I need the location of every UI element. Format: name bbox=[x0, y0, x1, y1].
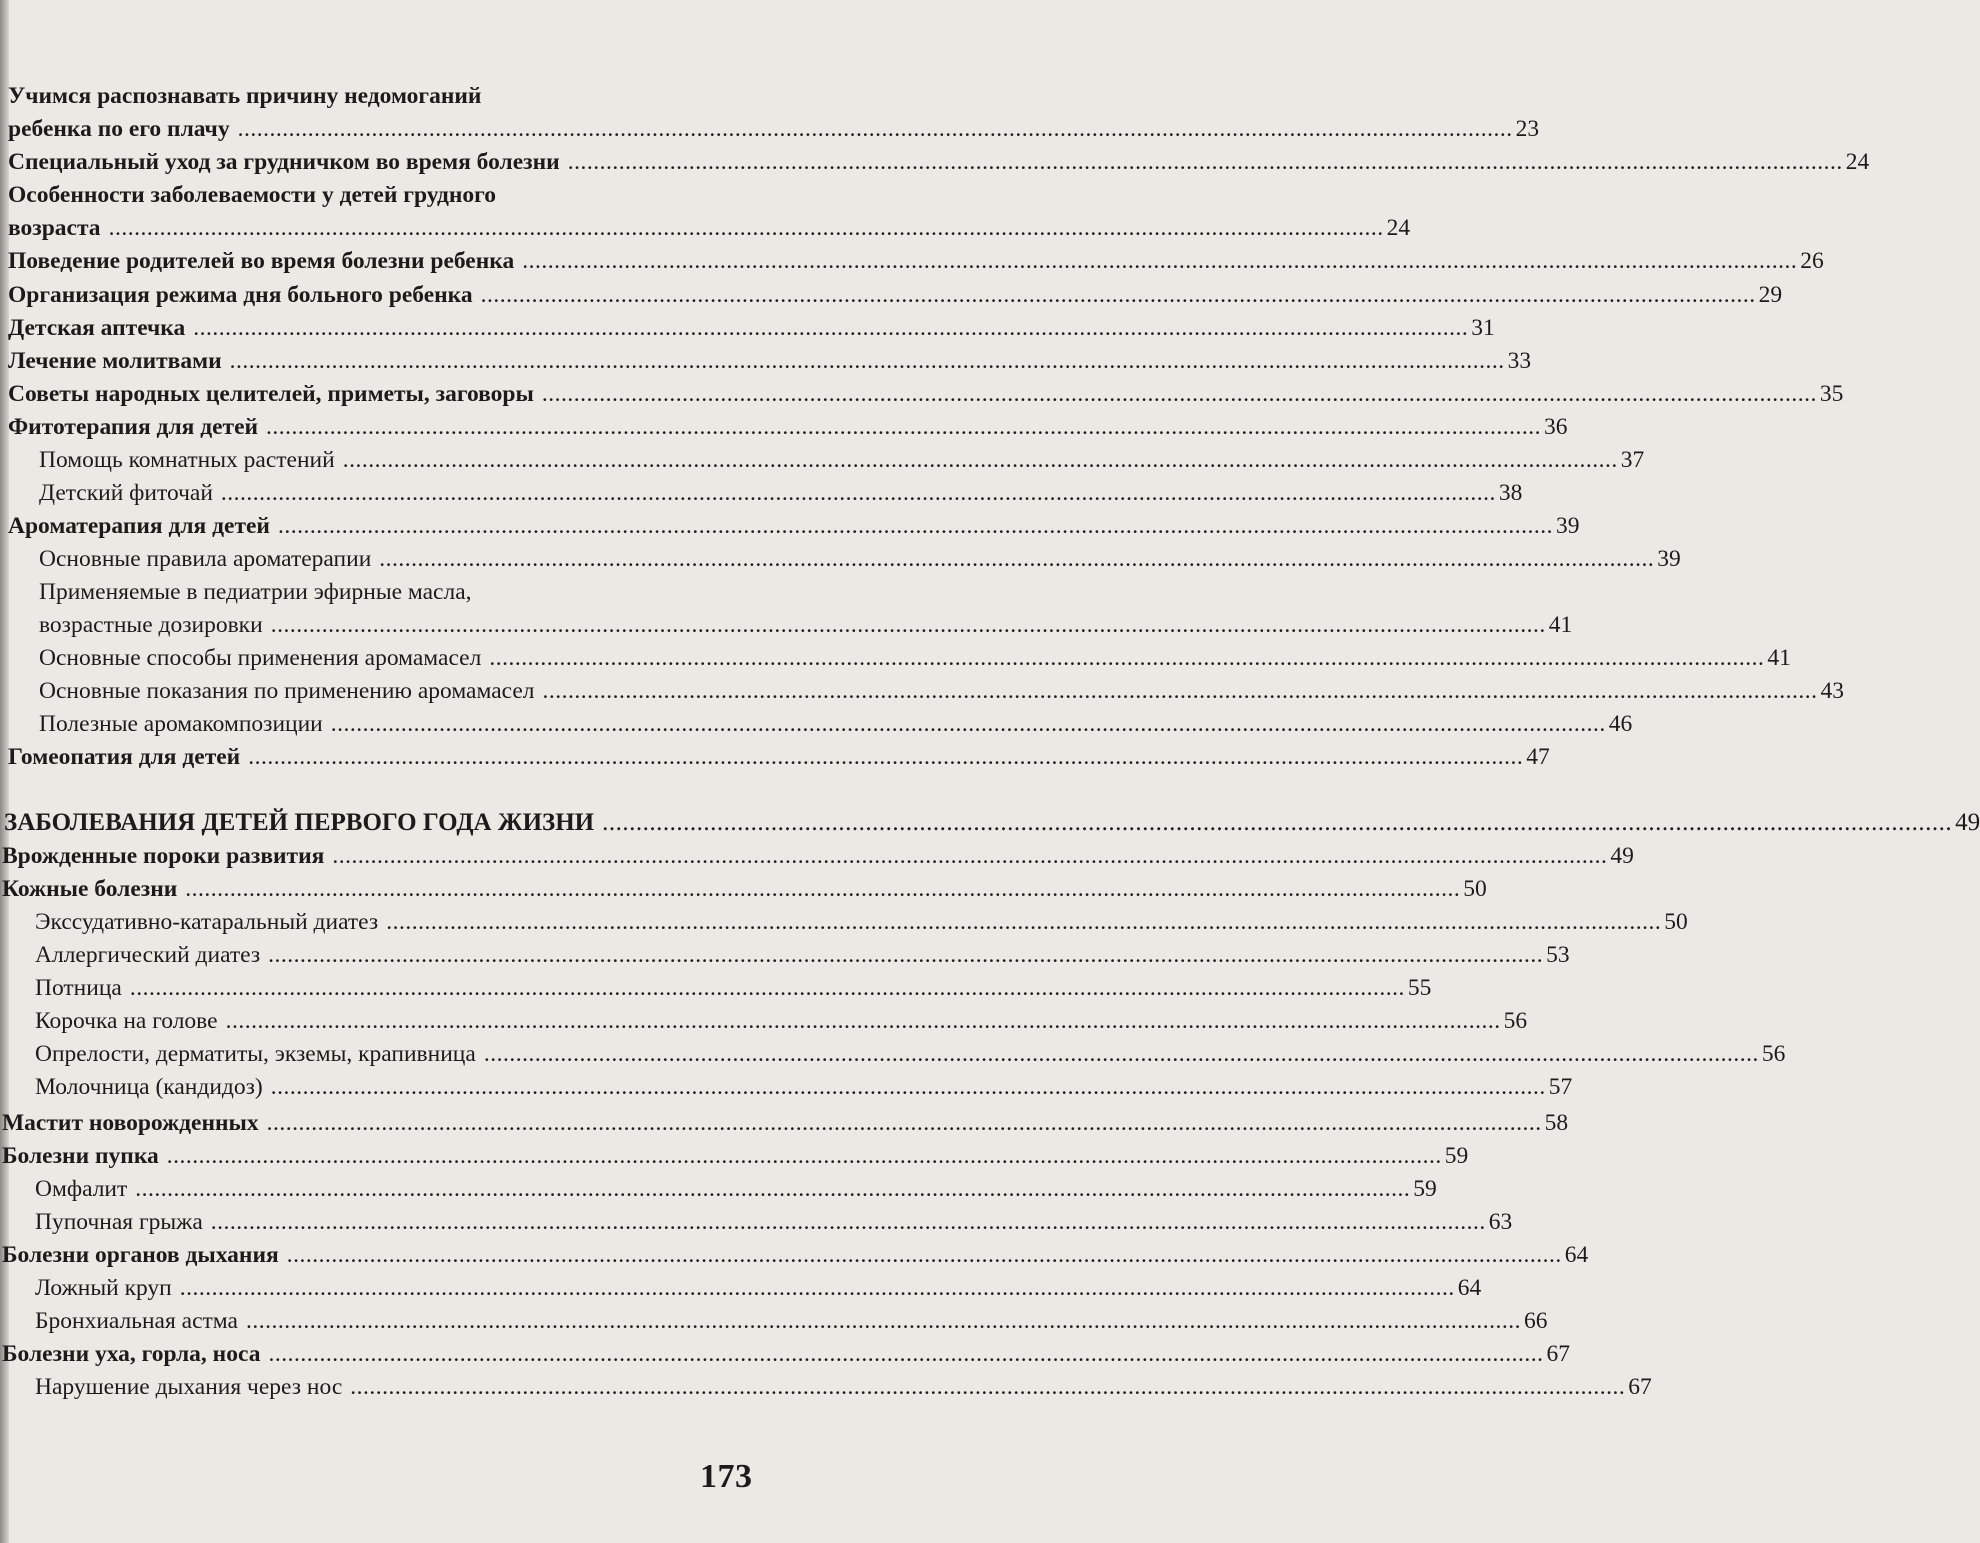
toc-entry-page: 23 bbox=[1515, 116, 1540, 142]
toc-entry-line bbox=[39, 612, 1573, 638]
toc-entry-title: Пупочная грыжа bbox=[35, 1209, 203, 1235]
toc-entry-line bbox=[8, 248, 1824, 274]
toc-entry-line bbox=[35, 1209, 1513, 1235]
toc-entry-page: 37 bbox=[1620, 447, 1645, 473]
toc-entry-title: Организация режима дня больного ребенка bbox=[8, 282, 473, 308]
toc-entry bbox=[35, 1275, 1482, 1301]
toc-entry-line bbox=[8, 182, 768, 208]
dot-leader: ........................................................................................................................................................................................................ bbox=[270, 612, 1546, 638]
toc-entry-page: 39 bbox=[1555, 513, 1580, 539]
toc-entry-line bbox=[8, 744, 1550, 770]
dot-leader: ........................................................................................................................................................................................................ bbox=[342, 447, 1618, 473]
toc-entry-title: Основные правила ароматерапии bbox=[39, 546, 372, 572]
toc-entry-line bbox=[39, 579, 768, 605]
toc-entry-line bbox=[39, 711, 1633, 737]
toc-entry-line bbox=[39, 447, 1645, 473]
toc-entry bbox=[8, 744, 1550, 770]
dot-leader: ........................................................................................................................................................................................................ bbox=[268, 1341, 1544, 1367]
toc-entry-title: Болезни органов дыхания bbox=[2, 1242, 279, 1268]
toc-entry-title: ЗАБОЛЕВАНИЯ ДЕТЕЙ ПЕРВОГО ГОДА ЖИЗНИ bbox=[4, 809, 595, 836]
toc-entry-line bbox=[2, 1110, 1569, 1136]
toc-entry bbox=[2, 1242, 1589, 1268]
toc-entry-title: Бронхиальная астма bbox=[35, 1308, 238, 1334]
toc-entry-title: Детская аптечка bbox=[8, 315, 186, 341]
toc-entry-page: 47 bbox=[1526, 744, 1550, 770]
toc-entry-page: 50 bbox=[1664, 909, 1688, 935]
toc-entry bbox=[8, 282, 1783, 308]
toc-entry-page: 31 bbox=[1471, 315, 1495, 341]
toc-entry-line bbox=[8, 315, 1495, 341]
toc-entry-page: 26 bbox=[1800, 248, 1824, 274]
dot-leader: ........................................................................................................................................................................................................ bbox=[567, 149, 1843, 175]
toc-entry-line bbox=[2, 1143, 1469, 1169]
dot-leader: ........................................................................................................................................................................................................ bbox=[268, 942, 1544, 968]
dot-leader: ........................................................................................................................................................................................................ bbox=[179, 1275, 1455, 1301]
dot-leader: ........................................................................................................................................................................................................ bbox=[166, 1143, 1442, 1169]
dot-leader: ........................................................................................................................................................................................................ bbox=[225, 1008, 1501, 1034]
toc-entry-title: возрастные дозировки bbox=[39, 612, 263, 638]
toc-entry-page: 64 bbox=[1457, 1275, 1482, 1301]
toc-entry-line bbox=[8, 149, 1870, 175]
toc-entry-title: Омфалит bbox=[35, 1176, 128, 1202]
toc-entry bbox=[39, 711, 1633, 737]
toc-entry-title: Особенности заболеваемости у детей грудного bbox=[8, 182, 496, 208]
toc-entry bbox=[39, 546, 1681, 572]
toc-entry-title: Полезные аромакомпозиции bbox=[39, 711, 323, 737]
toc-entry-line bbox=[35, 1041, 1786, 1067]
toc-entry-page: 46 bbox=[1608, 711, 1633, 737]
toc-entry-line bbox=[8, 381, 1844, 407]
dot-leader: ........................................................................................................................................................................................................ bbox=[286, 1242, 1562, 1268]
toc-entry bbox=[35, 1008, 1528, 1034]
dot-leader: ........................................................................................................................................................................................................ bbox=[266, 414, 1542, 440]
toc-entry bbox=[8, 248, 1824, 274]
toc-entry bbox=[4, 809, 1980, 836]
toc-entry-page: 57 bbox=[1548, 1074, 1573, 1100]
toc-entry-title: Советы народных целителей, приметы, заговоры bbox=[8, 381, 534, 407]
toc-entry-title: Лечение молитвами bbox=[8, 348, 222, 374]
dot-leader: ........................................................................................................................................................................................................ bbox=[522, 248, 1798, 274]
dot-leader: ........................................................................................................................................................................................................ bbox=[602, 809, 1953, 836]
toc-entry bbox=[39, 480, 1523, 506]
dot-leader: ........................................................................................................................................................................................................ bbox=[332, 843, 1608, 869]
toc-entry bbox=[8, 348, 1532, 374]
toc-entry bbox=[2, 1143, 1469, 1169]
dot-leader: ........................................................................................................................................................................................................ bbox=[245, 1308, 1521, 1334]
toc-entry-title: Корочка на голове bbox=[35, 1008, 218, 1034]
toc-entry-page: 49 bbox=[1610, 843, 1634, 869]
toc-entry-page: 59 bbox=[1444, 1143, 1469, 1169]
toc-entry-page: 67 bbox=[1628, 1374, 1652, 1400]
dot-leader: ........................................................................................................................................................................................................ bbox=[185, 876, 1461, 902]
toc-entry-page: 66 bbox=[1523, 1308, 1548, 1334]
toc-entry-title: Экссудативно-катаральный диатез bbox=[35, 909, 379, 935]
toc-entry-line bbox=[8, 116, 1540, 142]
toc-entry-page: 64 bbox=[1564, 1242, 1589, 1268]
toc-entry bbox=[35, 1209, 1513, 1235]
dot-leader: ........................................................................................................................................................................................................ bbox=[541, 381, 1817, 407]
toc-entry-line bbox=[39, 480, 1523, 506]
toc-entry-title: Ложный круп bbox=[35, 1275, 172, 1301]
dot-leader: ........................................................................................................................................................................................................ bbox=[266, 1110, 1542, 1136]
toc-entry bbox=[35, 975, 1432, 1001]
toc-entry-line bbox=[2, 843, 1634, 869]
toc-entry-page: 67 bbox=[1546, 1341, 1570, 1367]
toc-entry-page: 43 bbox=[1820, 678, 1844, 704]
toc-entry-title: Аллергический диатез bbox=[35, 942, 261, 968]
toc-entry-line bbox=[8, 513, 1580, 539]
dot-leader: ........................................................................................................................................................................................................ bbox=[330, 711, 1606, 737]
toc-entry-line bbox=[8, 348, 1532, 374]
dot-leader: ........................................................................................................................................................................................................ bbox=[210, 1209, 1486, 1235]
dot-leader: ........................................................................................................................................................................................................ bbox=[480, 282, 1756, 308]
toc-entry-page: 55 bbox=[1407, 975, 1432, 1001]
toc-entry-page: 29 bbox=[1758, 282, 1783, 308]
toc-entry bbox=[8, 83, 1540, 142]
toc-entry-page: 49 bbox=[1955, 809, 1980, 836]
toc-entry bbox=[39, 678, 1844, 704]
toc-entry-title: Применяемые в педиатрии эфирные масла, bbox=[39, 579, 472, 605]
dot-leader: ........................................................................................................................................................................................................ bbox=[237, 116, 1513, 142]
toc-entry-title: Учимся распознавать причину недомоганий bbox=[8, 83, 482, 109]
toc-entry-page: 35 bbox=[1819, 381, 1844, 407]
toc-entry bbox=[8, 149, 1870, 175]
toc-entry-page: 56 bbox=[1503, 1008, 1528, 1034]
dot-leader: ........................................................................................................................................................................................................ bbox=[108, 215, 1384, 241]
toc-entry-line bbox=[35, 1074, 1573, 1100]
toc-entry-page: 50 bbox=[1463, 876, 1487, 902]
toc-entry bbox=[8, 315, 1495, 341]
toc-entry-title: Помощь комнатных растений bbox=[39, 447, 335, 473]
toc-entry-page: 24 bbox=[1845, 149, 1870, 175]
toc-entry-line bbox=[8, 215, 1411, 241]
toc-entry-line bbox=[2, 876, 1487, 902]
dot-leader: ........................................................................................................................................................................................................ bbox=[193, 315, 1469, 341]
toc-entry-title: Основные способы применения аромамасел bbox=[39, 645, 482, 671]
toc-entry-page: 36 bbox=[1544, 414, 1568, 440]
toc-entry-title: Болезни уха, горла, носа bbox=[2, 1341, 261, 1367]
toc-entry-title: возраста bbox=[8, 215, 101, 241]
toc-entry-title: Детский фиточай bbox=[39, 480, 213, 506]
toc-entry bbox=[2, 876, 1487, 902]
dot-leader: ........................................................................................................................................................................................................ bbox=[542, 678, 1818, 704]
toc-entry-line bbox=[39, 645, 1791, 671]
toc-entry-line bbox=[39, 678, 1844, 704]
toc-entry bbox=[35, 909, 1688, 935]
toc-entry bbox=[39, 645, 1791, 671]
toc-entry-line bbox=[4, 809, 1980, 836]
toc-entry-title: Специальный уход за грудничком во время болезни bbox=[8, 149, 560, 175]
toc-entry-line bbox=[8, 414, 1568, 440]
toc-entry-line bbox=[35, 909, 1688, 935]
toc-entry-line bbox=[35, 1275, 1482, 1301]
toc-entry-page: 41 bbox=[1548, 612, 1573, 638]
toc-entry-line bbox=[2, 1242, 1589, 1268]
toc-entry bbox=[35, 1074, 1573, 1100]
toc-entry-title: ребенка по его плачу bbox=[8, 116, 230, 142]
dot-leader: ........................................................................................................................................................................................................ bbox=[270, 1074, 1546, 1100]
page-number: 173 bbox=[700, 1458, 753, 1495]
toc-entry-page: 39 bbox=[1657, 546, 1681, 572]
toc-entry-line bbox=[2, 1341, 1570, 1367]
toc-entry bbox=[35, 1176, 1437, 1202]
dot-leader: ........................................................................................................................................................................................................ bbox=[229, 348, 1505, 374]
toc-entry-title: Мастит новорожденных bbox=[2, 1110, 259, 1136]
toc-entry bbox=[35, 1041, 1786, 1067]
dot-leader: ........................................................................................................................................................................................................ bbox=[248, 744, 1524, 770]
toc-entry-title: Кожные болезни bbox=[2, 876, 178, 902]
toc-entry bbox=[35, 1374, 1652, 1400]
dot-leader: ........................................................................................................................................................................................................ bbox=[386, 909, 1662, 935]
toc-entry-line bbox=[8, 83, 768, 109]
toc-entry-title: Потница bbox=[35, 975, 122, 1001]
toc-entry bbox=[2, 1110, 1569, 1136]
toc-entry-line bbox=[39, 546, 1681, 572]
toc-entry-line bbox=[35, 1176, 1437, 1202]
toc-entry bbox=[39, 447, 1645, 473]
toc-entry bbox=[8, 182, 1411, 241]
toc-entry-title: Молочница (кандидоз) bbox=[35, 1074, 263, 1100]
toc-entry bbox=[35, 942, 1570, 968]
toc-entry bbox=[8, 513, 1580, 539]
dot-leader: ........................................................................................................................................................................................................ bbox=[135, 1176, 1411, 1202]
toc-entry bbox=[8, 414, 1568, 440]
toc-entry-page: 63 bbox=[1488, 1209, 1513, 1235]
toc-entry-title: Нарушение дыхания через нос bbox=[35, 1374, 343, 1400]
toc-entry-page: 38 bbox=[1498, 480, 1523, 506]
dot-leader: ........................................................................................................................................................................................................ bbox=[350, 1374, 1626, 1400]
toc-entry-title: Болезни пупка bbox=[2, 1143, 159, 1169]
dot-leader: ........................................................................................................................................................................................................ bbox=[489, 645, 1765, 671]
toc-entry-title: Основные показания по применению аромамасел bbox=[39, 678, 535, 704]
toc-entry-page: 33 bbox=[1507, 348, 1532, 374]
dot-leader: ........................................................................................................................................................................................................ bbox=[483, 1041, 1759, 1067]
toc-entry bbox=[35, 1308, 1548, 1334]
toc-entry-line bbox=[8, 282, 1783, 308]
toc-entry-line bbox=[35, 975, 1432, 1001]
toc-entry-title: Гомеопатия для детей bbox=[8, 744, 241, 770]
dot-leader: ........................................................................................................................................................................................................ bbox=[129, 975, 1405, 1001]
toc-entry-title: Врожденные пороки развития bbox=[2, 843, 325, 869]
toc-entry-line bbox=[35, 942, 1570, 968]
toc-entry bbox=[2, 1341, 1570, 1367]
dot-leader: ........................................................................................................................................................................................................ bbox=[277, 513, 1553, 539]
toc-entry bbox=[39, 579, 1573, 638]
toc-entry-line bbox=[35, 1008, 1528, 1034]
toc-entry-line bbox=[35, 1374, 1652, 1400]
dot-leader: ........................................................................................................................................................................................................ bbox=[220, 480, 1496, 506]
toc-entry-page: 41 bbox=[1767, 645, 1791, 671]
toc-entry-line bbox=[35, 1308, 1548, 1334]
toc-entry-page: 58 bbox=[1544, 1110, 1569, 1136]
toc-entry-title: Фитотерапия для детей bbox=[8, 414, 259, 440]
toc-entry-page: 53 bbox=[1546, 942, 1570, 968]
toc-entry bbox=[2, 843, 1634, 869]
toc-entry bbox=[8, 381, 1844, 407]
toc-entry-page: 56 bbox=[1761, 1041, 1786, 1067]
toc-entry-page: 59 bbox=[1413, 1176, 1437, 1202]
toc-entry-title: Опрелости, дерматиты, экземы, крапивница bbox=[35, 1041, 476, 1067]
toc-entry-title: Поведение родителей во время болезни ребенка bbox=[8, 248, 515, 274]
toc-entry-title: Ароматерапия для детей bbox=[8, 513, 270, 539]
dot-leader: ........................................................................................................................................................................................................ bbox=[379, 546, 1655, 572]
toc-entry-page: 24 bbox=[1386, 215, 1411, 241]
